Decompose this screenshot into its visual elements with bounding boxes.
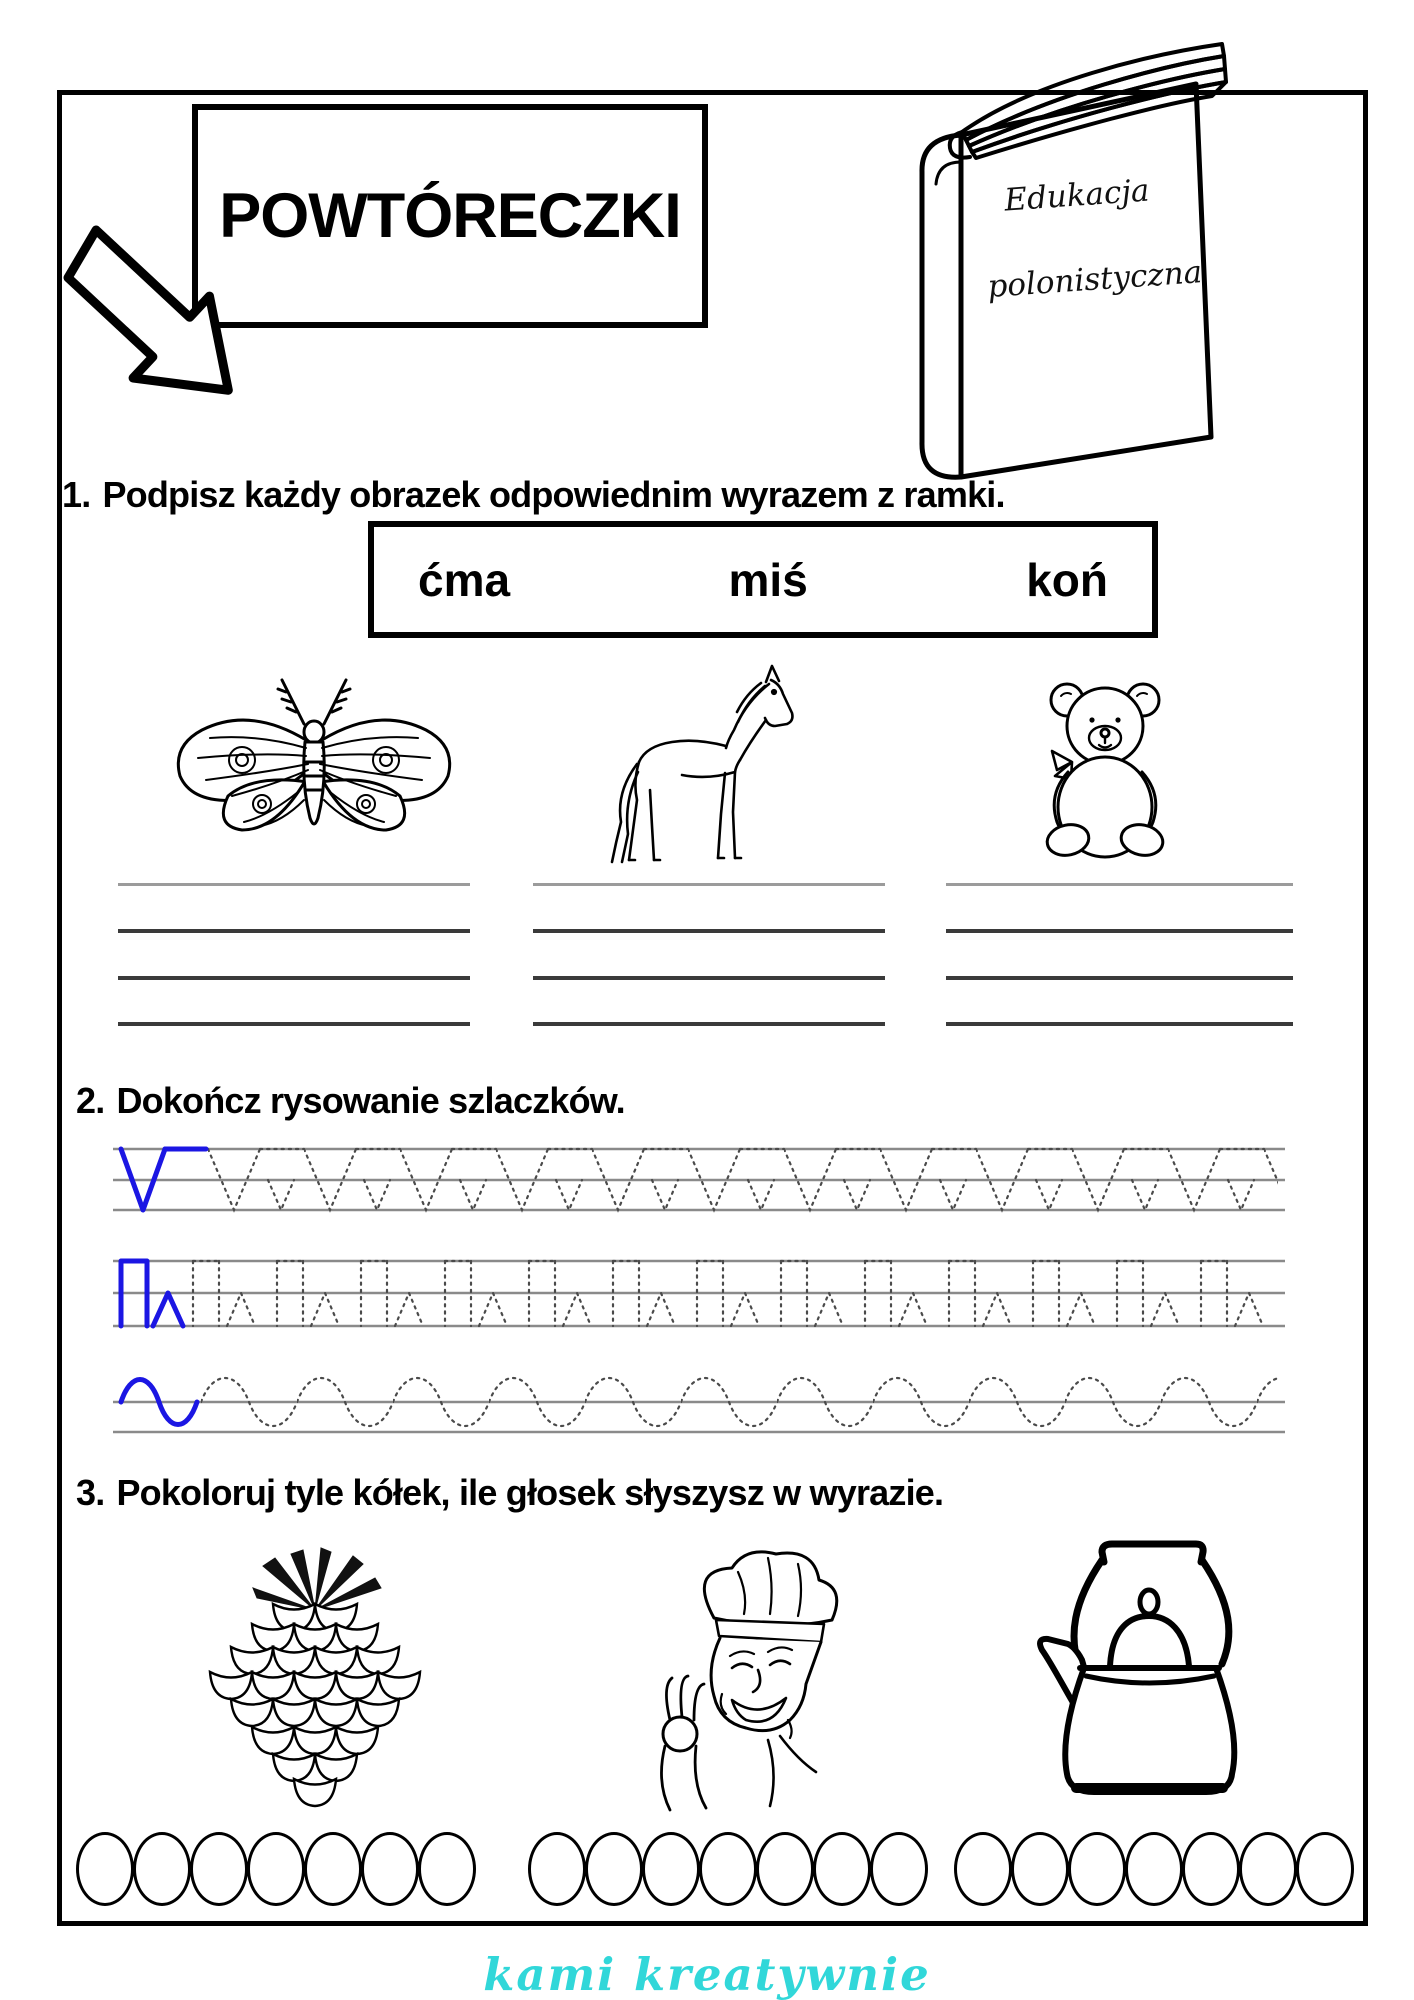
circle-group-pinecone — [76, 1832, 476, 1908]
writing-line — [946, 1022, 1293, 1026]
task-3-number: 3. — [76, 1472, 105, 1513]
circle-group-kettle — [954, 1832, 1354, 1908]
sound-circle — [1011, 1832, 1069, 1906]
sound-circle — [133, 1832, 191, 1906]
writing-lines-column-1 — [118, 883, 470, 1029]
sound-circle — [528, 1832, 586, 1906]
picture-teddy-bear — [1012, 672, 1198, 866]
picture-horse — [588, 660, 820, 872]
sound-circle — [699, 1832, 757, 1906]
sound-circle — [756, 1832, 814, 1906]
task-3-heading — [76, 1472, 943, 1514]
writing-line — [533, 1022, 885, 1026]
task-3-text: Pokoloruj tyle kółek, ile głosek słyszysz w wyrazie. — [116, 1472, 944, 1513]
writing-lines-column-2 — [533, 883, 885, 1029]
sound-circle — [585, 1832, 643, 1906]
writing-line — [533, 976, 885, 980]
sound-circle — [1296, 1832, 1354, 1906]
task-1-text: Podpisz każdy obrazek odpowiednim wyrazem z ramki. — [102, 474, 1005, 515]
task-2-text: Dokończ rysowanie szlaczków. — [116, 1080, 625, 1121]
pattern-row-wave — [113, 1372, 1288, 1436]
word-bank-word-kon: koń — [1026, 553, 1108, 606]
brand-footer: kami kreatywnie — [483, 1948, 931, 2000]
sound-circle — [1068, 1832, 1126, 1906]
writing-line — [533, 883, 885, 886]
sound-circle — [418, 1832, 476, 1906]
pattern-row-zigzag-v — [113, 1144, 1288, 1214]
task-2-number: 2. — [76, 1080, 105, 1121]
page-title: POWTÓRECZKI — [219, 181, 681, 251]
word-bank — [368, 521, 1158, 638]
sound-circle — [304, 1832, 362, 1906]
book-cover-title-line2: polonistyczna — [986, 254, 1204, 306]
sound-circle — [870, 1832, 928, 1906]
sound-circle — [1125, 1832, 1183, 1906]
sound-circle — [954, 1832, 1012, 1906]
picture-pinecone — [205, 1546, 427, 1818]
word-bank-word-cma: ćma — [418, 553, 511, 606]
task-1-number: 1. — [62, 474, 91, 515]
writing-line — [118, 1022, 470, 1026]
pattern-row-gate-peak — [113, 1256, 1288, 1330]
sound-circle — [190, 1832, 248, 1906]
sound-circle — [642, 1832, 700, 1906]
writing-line — [946, 883, 1293, 886]
picture-kettle — [1012, 1538, 1286, 1804]
sound-circle — [76, 1832, 134, 1906]
book-cover-title-line1: Edukacja — [1003, 172, 1151, 219]
circle-group-chef — [528, 1832, 928, 1908]
writing-line — [118, 929, 470, 933]
word-bank-word-mis: miś — [728, 553, 808, 606]
writing-line — [946, 976, 1293, 980]
sound-circle — [813, 1832, 871, 1906]
sound-circle — [361, 1832, 419, 1906]
sound-circle — [1182, 1832, 1240, 1906]
sound-circle — [247, 1832, 305, 1906]
arrow-icon — [28, 192, 278, 454]
sound-circle — [1239, 1832, 1297, 1906]
picture-moth — [158, 672, 470, 858]
task-2-heading — [76, 1080, 625, 1122]
writing-line — [118, 976, 470, 980]
writing-line — [533, 929, 885, 933]
book-illustration — [912, 40, 1242, 495]
task-1-heading — [62, 474, 1005, 516]
writing-line — [118, 883, 470, 886]
picture-chef — [618, 1544, 884, 1828]
writing-line — [946, 929, 1293, 933]
writing-lines-column-3 — [946, 883, 1293, 1029]
